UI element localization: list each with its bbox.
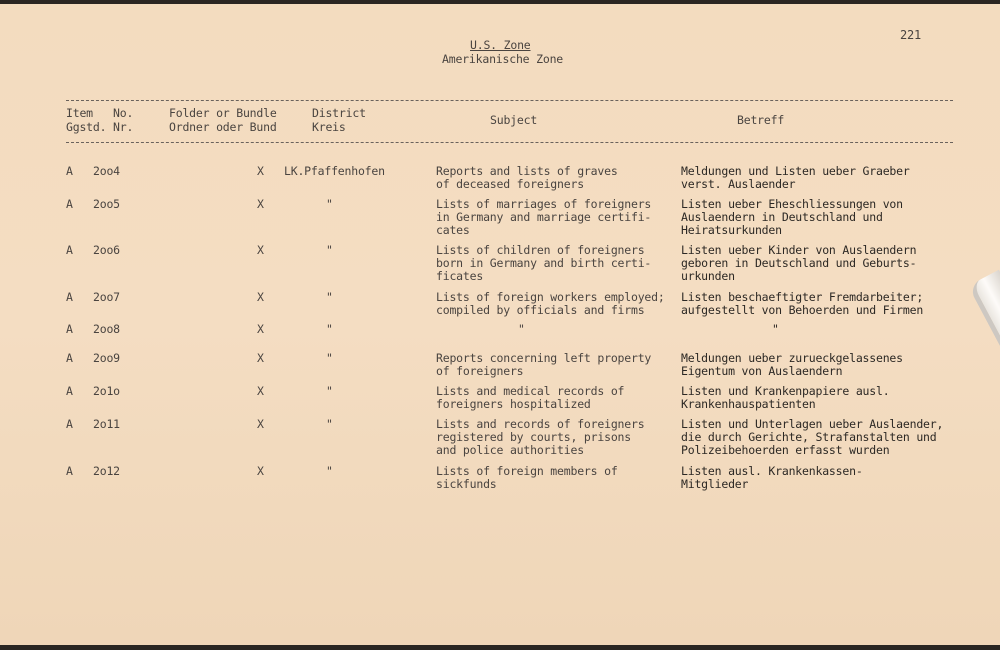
row-item: A (66, 243, 73, 257)
header-no: No. (113, 106, 134, 120)
row-betreff-line: Mitglieder (681, 477, 749, 491)
document-page (0, 4, 1000, 645)
row-number: 2oo6 (93, 243, 120, 257)
row-subject-line: Lists of children of foreigners (436, 243, 645, 257)
row-subject-line: registered by courts, prisons (436, 430, 631, 444)
row-number: 2oo8 (93, 322, 120, 336)
row-district: " (326, 322, 333, 336)
row-subject-line: Lists of foreign workers employed; (436, 290, 665, 304)
header-betreff: Betreff (737, 113, 785, 127)
header-item: Item (66, 106, 93, 120)
header-no-de: Nr. (113, 120, 134, 134)
row-item: A (66, 464, 73, 478)
row-district: " (326, 243, 333, 257)
row-district: " (326, 290, 333, 304)
row-betreff-line: geboren in Deutschland und Geburts- (681, 256, 917, 270)
row-subject-line: of foreigners (436, 364, 524, 378)
header-rule-bottom (66, 142, 953, 143)
row-subject-line: foreigners hospitalized (436, 397, 591, 411)
row-folder: X (257, 417, 264, 431)
row-district: " (326, 417, 333, 431)
row-subject-line: of deceased foreigners (436, 177, 584, 191)
row-betreff-line: Eigentum von Auslaendern (681, 364, 843, 378)
tweezer-tip (968, 270, 1000, 401)
row-folder: X (257, 322, 264, 336)
row-betreff-line: Listen ausl. Krankenkassen- (681, 464, 863, 478)
row-folder: X (257, 351, 264, 365)
row-betreff-line: aufgestellt von Behoerden und Firmen (681, 303, 924, 317)
row-folder: X (257, 290, 264, 304)
row-subject-line: Reports and lists of graves (436, 164, 618, 178)
header-item-de: Ggstd. (66, 120, 107, 134)
row-folder: X (257, 464, 264, 478)
row-subject-line: sickfunds (436, 477, 497, 491)
row-betreff-line: Listen ueber Kinder von Auslaendern (681, 243, 917, 257)
row-betreff-line: Listen und Krankenpapiere ausl. (681, 384, 890, 398)
header-folder-de: Ordner oder Bund (169, 120, 277, 134)
row-item: A (66, 290, 73, 304)
header-district-de: Kreis (312, 120, 346, 134)
row-subject-line: Lists and medical records of (436, 384, 625, 398)
zone-title: U.S. Zone (470, 38, 531, 52)
row-district: " (326, 351, 333, 365)
row-betreff-line: Meldungen ueber zurueckgelassenes (681, 351, 903, 365)
row-betreff-line: Listen ueber Eheschliessungen von (681, 197, 903, 211)
row-number: 2oo4 (93, 164, 120, 178)
row-item: A (66, 322, 73, 336)
row-betreff-line: Krankenhauspatienten (681, 397, 816, 411)
row-betreff-line: Polizeibehoerden erfasst wurden (681, 443, 890, 457)
row-subject-line: " (518, 322, 525, 336)
row-betreff-line: die durch Gerichte, Strafanstalten und (681, 430, 937, 444)
row-subject-line: ficates (436, 269, 484, 283)
row-item: A (66, 164, 73, 178)
row-subject-line: Lists and records of foreigners (436, 417, 645, 431)
row-subject-line: in Germany and marriage certifi- (436, 210, 652, 224)
row-betreff-line: Auslaendern in Deutschland und (681, 210, 883, 224)
row-number: 2oo5 (93, 197, 120, 211)
header-rule-top (66, 100, 953, 101)
row-betreff-line: urkunden (681, 269, 735, 283)
row-district: " (326, 197, 333, 211)
row-subject-line: Lists of marriages of foreigners (436, 197, 652, 211)
row-subject-line: cates (436, 223, 470, 237)
row-folder: X (257, 164, 264, 178)
row-number: 2oo9 (93, 351, 120, 365)
row-betreff-line: Meldungen und Listen ueber Graeber (681, 164, 910, 178)
row-subject-line: born in Germany and birth certi- (436, 256, 652, 270)
bottom-edge-shadow (0, 645, 1000, 650)
row-subject-line: Lists of foreign members of (436, 464, 618, 478)
row-betreff-line: verst. Auslaender (681, 177, 796, 191)
row-betreff-line: Heiratsurkunden (681, 223, 782, 237)
row-number: 2o11 (93, 417, 120, 431)
row-item: A (66, 351, 73, 365)
row-subject-line: and police authorities (436, 443, 584, 457)
row-betreff-line: Listen und Unterlagen ueber Auslaender, (681, 417, 944, 431)
row-folder: X (257, 197, 264, 211)
row-number: 2o12 (93, 464, 120, 478)
row-item: A (66, 384, 73, 398)
row-district: " (326, 464, 333, 478)
zone-subtitle: Amerikanische Zone (442, 52, 564, 66)
header-subject: Subject (490, 113, 538, 127)
row-folder: X (257, 384, 264, 398)
row-district: LK.Pfaffenhofen (284, 164, 385, 178)
row-district: " (326, 384, 333, 398)
row-betreff-line: " (772, 322, 779, 336)
header-folder: Folder or Bundle (169, 106, 277, 120)
row-item: A (66, 417, 73, 431)
row-number: 2oo7 (93, 290, 120, 304)
header-district: District (312, 106, 366, 120)
page-number: 221 (900, 28, 922, 42)
row-betreff-line: Listen beschaeftigter Fremdarbeiter; (681, 290, 924, 304)
row-number: 2o1o (93, 384, 120, 398)
row-folder: X (257, 243, 264, 257)
row-subject-line: Reports concerning left property (436, 351, 652, 365)
row-subject-line: compiled by officials and firms (436, 303, 645, 317)
row-item: A (66, 197, 73, 211)
